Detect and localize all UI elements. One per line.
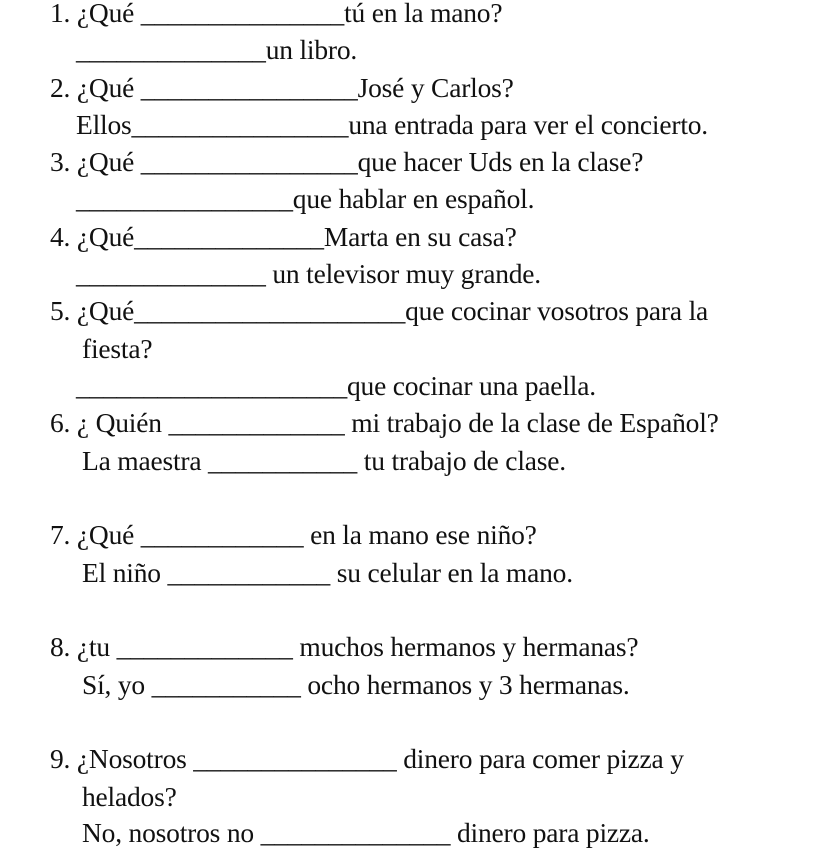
answer-1: ______________un libro. (76, 34, 358, 65)
answer-7: El niño ____________ su celular en la mano. (82, 557, 573, 588)
answer-3: ________________que hablar en español. (76, 183, 535, 214)
question-1: 1. ¿Qué _______________tú en la mano? (50, 0, 503, 28)
answer-8: Sí, yo ___________ ocho hermanos y 3 hermanas. (82, 669, 630, 700)
question-6: 6. ¿ Quién _____________ mi trabajo de la clase de Español? (50, 407, 719, 438)
question-3: 3. ¿Qué ________________que hacer Uds en la clase? (50, 146, 644, 177)
answer-9: No, nosotros no ______________ dinero para pizza. (82, 817, 650, 848)
answer-2: Ellos________________una entrada para ver el concierto. (76, 109, 708, 140)
question-8: 8. ¿tu _____________ muchos hermanos y hermanas? (50, 631, 639, 662)
answer-4: ______________ un televisor muy grande. (76, 258, 541, 289)
question-4: 4. ¿Qué______________Marta en su casa? (50, 221, 517, 252)
question-7: 7. ¿Qué ____________ en la mano ese niño? (50, 519, 537, 550)
answer-6: La maestra ___________ tu trabajo de clase. (82, 445, 566, 476)
answer-5: ____________________que cocinar una paella. (76, 370, 596, 401)
question-5: 5. ¿Qué____________________que cocinar vosotros para la (50, 295, 709, 326)
question-9-continued: helados? (82, 781, 177, 812)
question-9: 9. ¿Nosotros _______________ dinero para comer pizza y (50, 743, 684, 774)
question-5-continued: fiesta? (82, 333, 153, 364)
question-2: 2. ¿Qué ________________José y Carlos? (50, 72, 514, 103)
